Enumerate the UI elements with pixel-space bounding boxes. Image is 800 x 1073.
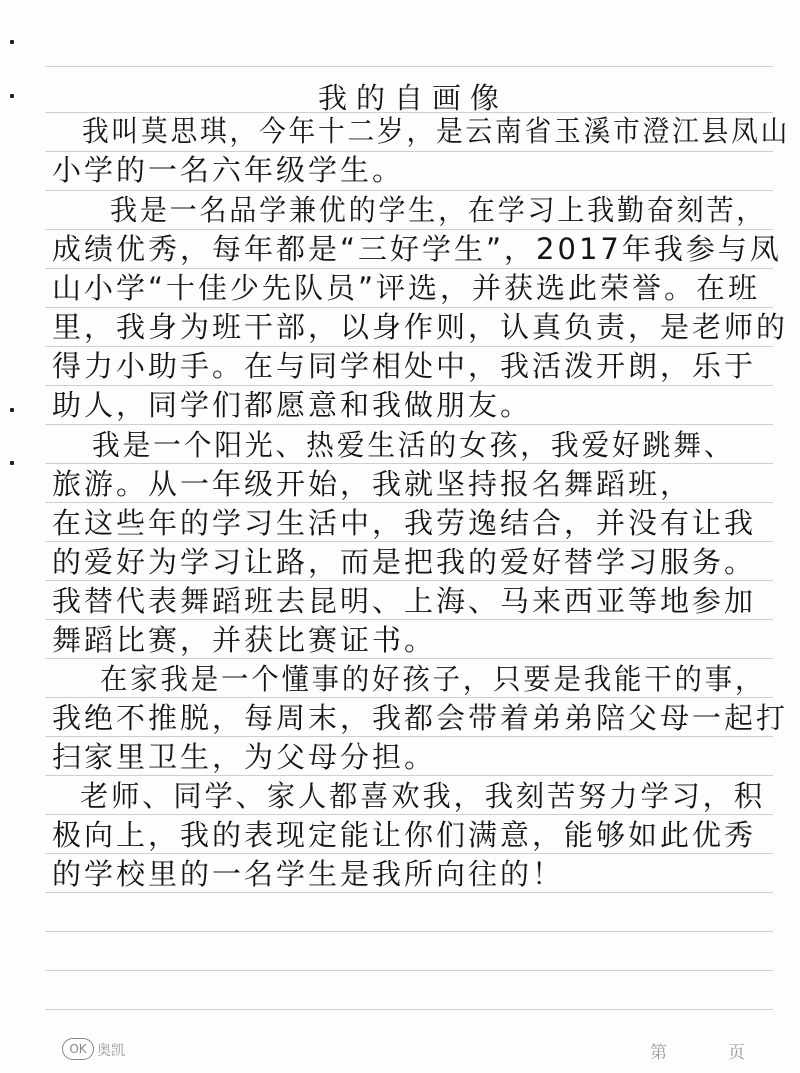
page-number-prefix: 第 bbox=[650, 1043, 667, 1063]
essay-line: 我是一个阳光、热爱生活的女孩，我爱好跳舞、 bbox=[92, 428, 735, 462]
ruled-line bbox=[45, 268, 773, 269]
binder-hole-mark bbox=[10, 94, 14, 98]
ruled-line bbox=[45, 814, 773, 815]
essay-line: 在这些年的学习生活中，我劳逸结合，并没有让我 bbox=[52, 506, 757, 540]
ruled-line bbox=[45, 853, 773, 854]
essay-line: 我叫莫思琪，今年十二岁，是云南省玉溪市澄江县凤山 bbox=[82, 114, 791, 148]
essay-line: 得力小助手。在与同学相处中，我活泼开朗，乐于 bbox=[52, 349, 757, 383]
essay-line: 在家我是一个懂事的好孩子，只要是我能干的事， bbox=[100, 662, 766, 696]
ruled-line bbox=[45, 931, 773, 932]
ruled-line bbox=[45, 463, 773, 464]
essay-line: 极向上，我的表现定能让你们满意，能够如此优秀 bbox=[52, 818, 757, 852]
ruled-line bbox=[45, 580, 773, 581]
essay-line: 里，我身为班干部，以身作则，认真负责，是老师的 bbox=[52, 310, 789, 344]
essay-line: 成绩优秀，每年都是“三好学生”，2017年我参与凤 bbox=[52, 232, 782, 266]
essay-line: 老师、同学、家人都喜欢我，我刻苦努力学习，积 bbox=[80, 779, 766, 813]
essay-line: 山小学“十佳少先队员”评选，并获选此荣誉。在班 bbox=[52, 271, 761, 305]
binder-hole-mark bbox=[10, 408, 14, 412]
ruled-line bbox=[45, 385, 773, 386]
brand-logo-icon: OK bbox=[62, 1038, 94, 1060]
ruled-line bbox=[45, 658, 773, 659]
essay-line: 我是一名品学兼优的学生，在学习上我勤奋刻苦， bbox=[110, 193, 767, 227]
ruled-line bbox=[45, 346, 773, 347]
ruled-line bbox=[45, 697, 773, 698]
binder-hole-mark bbox=[10, 461, 14, 465]
binder-hole-mark bbox=[10, 40, 14, 44]
ruled-line bbox=[45, 502, 773, 503]
ruled-line bbox=[45, 736, 773, 737]
ruled-line bbox=[45, 970, 773, 971]
ruled-line bbox=[45, 541, 773, 542]
page-number-suffix: 页 bbox=[728, 1043, 745, 1063]
essay-line: 我替代表舞蹈班去昆明、上海、马来西亚等地参加 bbox=[52, 584, 757, 618]
essay-line: 助人，同学们都愿意和我做朋友。 bbox=[52, 388, 533, 422]
page-footer bbox=[0, 1032, 800, 1068]
ruled-line bbox=[45, 619, 773, 620]
ruled-line bbox=[45, 892, 773, 893]
essay-line: 的学校里的一名学生是我所向往的！ bbox=[52, 857, 565, 891]
ruled-line bbox=[45, 66, 773, 67]
ruled-line bbox=[45, 190, 773, 191]
brand-name: 奥凯 bbox=[97, 1043, 125, 1059]
essay-line: 小学的一名六年级学生。 bbox=[52, 153, 405, 187]
essay-line: 我绝不推脱，每周末，我都会带着弟弟陪父母一起打 bbox=[52, 701, 789, 735]
ruled-line bbox=[45, 229, 773, 230]
essay-line: 的爱好为学习让路，而是把我的爱好替学习服务。 bbox=[52, 545, 757, 579]
ruled-line bbox=[45, 307, 773, 308]
ruled-line bbox=[45, 1009, 773, 1010]
ruled-line bbox=[45, 775, 773, 776]
essay-title: 我的自画像 bbox=[318, 81, 509, 115]
essay-line: 旅游。从一年级开始，我就坚持报名舞蹈班， bbox=[52, 467, 693, 501]
ruled-line bbox=[45, 424, 773, 425]
essay-line: 扫家里卫生，为父母分担。 bbox=[52, 740, 437, 774]
ruled-line bbox=[45, 151, 773, 152]
essay-line: 舞蹈比赛，并获比赛证书。 bbox=[52, 623, 437, 657]
